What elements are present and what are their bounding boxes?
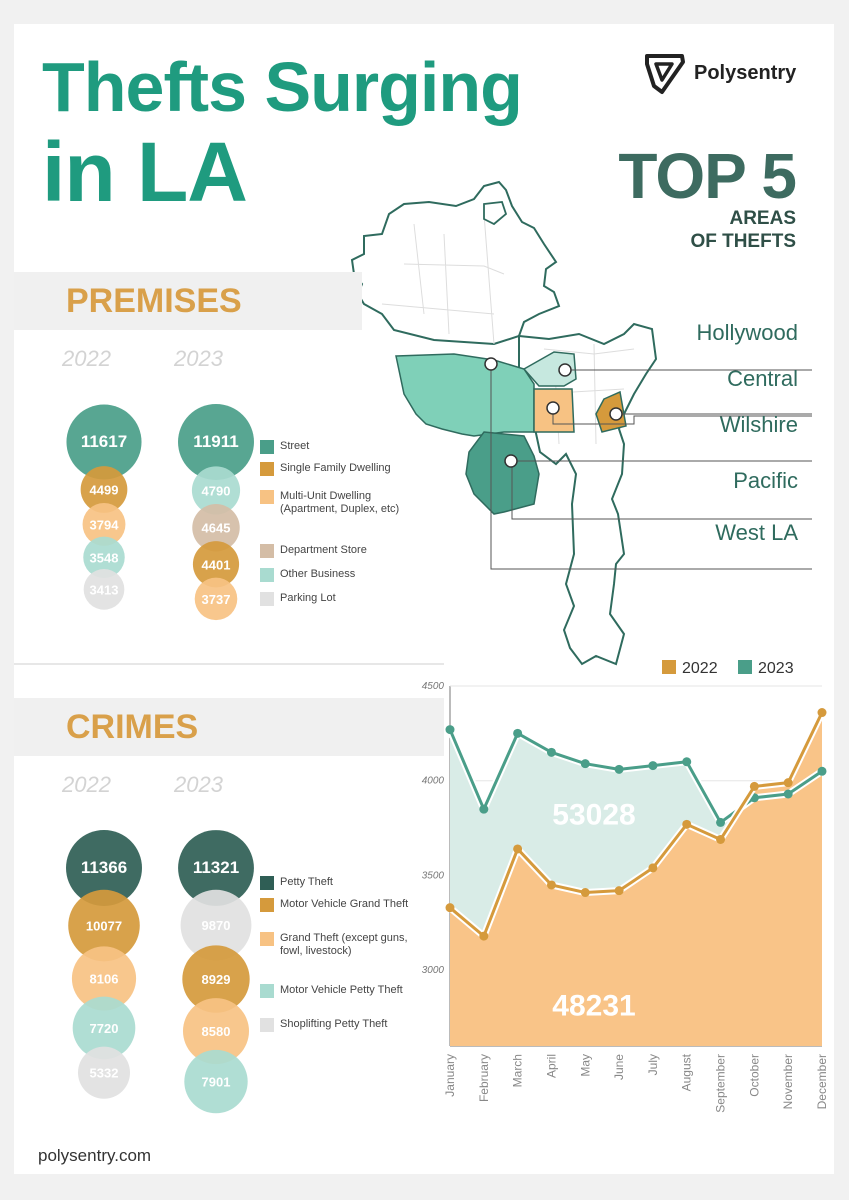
crimes-legend-label-1: Motor Vehicle Grand Theft [280,898,409,910]
point-2022-december [818,708,827,717]
crimes-legend-label-2: Grand Theft (except guns, fowl, livestock) [280,932,408,958]
chart-legend-2023-label: 2023 [758,660,794,677]
crimes-bubble-label-a-1: 10077 [85,918,123,934]
chart-legend-2022-label: 2022 [682,660,718,677]
point-2023-december [818,767,827,776]
premises-legend-swatch-5 [260,592,274,606]
premises-legend-label-3: Department Store [280,544,367,556]
premises-year-2022: 2022 [62,346,111,371]
area-label-wilshire: Wilshire [719,412,798,437]
x-tick-label-december: December [815,1054,829,1110]
crimes-legend-swatch-3 [260,984,274,998]
area-label-pacific: Pacific [733,468,798,493]
top5-title: TOP 5 [618,140,796,212]
footer-url[interactable]: polysentry.com [38,1146,152,1165]
total-label-2023: 53028 [552,798,636,832]
area-label-west-la: West LA [715,520,798,545]
y-tick-label-3: 4500 [421,681,444,692]
point-2022-may [581,888,590,897]
x-tick-label-april: April [544,1054,559,1079]
crimes-title: CRIMES [66,708,199,746]
area-chart [394,676,834,1146]
crimes-bubble-label-b-0: 11321 [192,858,240,877]
premises-legend-swatch-3 [260,544,274,558]
premises-legend-label-1: Single Family Dwelling [280,462,391,474]
premises-legend-label-0: Street [280,440,310,452]
premises-bubble-label-a-1: 4499 [89,482,119,498]
premises-bubble-label-a-2: 3794 [89,517,119,533]
premises-bubble-label-a-0: 11617 [80,432,128,451]
x-tick-label-june: June [612,1054,627,1081]
total-label-2022: 48231 [552,989,636,1023]
point-2023-june [615,765,624,774]
x-tick-label-october: October [747,1054,762,1097]
point-2022-september [716,835,725,844]
crimes-legend-label-4: Shoplifting Petty Theft [280,1018,388,1030]
x-tick-label-november: November [781,1054,796,1110]
premises-bubble-label-b-3: 4401 [201,557,231,573]
top5-sub-2: OF THEFTS [690,230,796,252]
crimes-year-2022: 2022 [62,772,111,797]
point-2022-october [750,782,759,791]
point-2022-july [648,863,657,872]
point-2023-august [682,757,691,766]
x-tick-label-july: July [645,1054,660,1076]
crimes-band [14,698,444,756]
premises-legend-label-2: Multi-Unit Dwelling (Apartment, Duplex, etc) [280,490,400,516]
point-2022-march [513,844,522,853]
y-tick-label-0: 3000 [421,965,444,977]
crimes-bubble-label-b-4: 7901 [201,1074,231,1090]
crimes-bubble-label-b-2: 8929 [201,972,231,988]
premises-legend-label-4: Other Business [280,568,356,580]
brand-name: Polysentry [694,62,797,84]
premises-title: PREMISES [66,282,242,320]
y-tick-label-1: 3500 [421,870,444,882]
premises-legend-swatch-2 [260,490,274,504]
map-north-outline [352,182,559,344]
point-2023-march [513,729,522,738]
infographic-card [14,24,834,1174]
area-label-hollywood: Hollywood [696,320,798,345]
x-tick-label-may: May [578,1054,593,1077]
top5-sub-1: AREAS [729,208,796,229]
crimes-legend-label-0: Petty Theft [280,876,333,888]
premises-bubble-label-b-2: 4645 [201,520,231,536]
x-tick-label-august: August [679,1054,694,1092]
point-2022-august [682,820,691,829]
x-tick-label-february: February [476,1054,491,1103]
point-2023-april [547,748,556,757]
point-2023-may [581,759,590,768]
premises-band [14,272,362,330]
point-2023-february [479,805,488,814]
crimes-legend-swatch-4 [260,1018,274,1032]
crimes-bubble-label-a-2: 8106 [89,971,119,987]
premises-bubble-label-b-1: 4790 [201,483,231,499]
x-tick-label-march: March [510,1054,525,1088]
premises-bubbles [34,394,254,634]
top5-heading [618,140,796,254]
crimes-bubble-label-a-3: 7720 [89,1020,119,1036]
premises-bubble-label-b-4: 3737 [201,591,231,607]
point-2022-january [446,903,455,912]
section-divider [14,662,444,666]
crimes-bubble-label-a-4: 5332 [89,1065,119,1081]
area-pacific [466,432,539,514]
point-2023-september [716,818,725,827]
x-tick-label-september: September [713,1054,728,1113]
crimes-bubble-label-b-1: 9870 [201,918,231,934]
point-2022-june [615,886,624,895]
point-2022-february [479,932,488,941]
legend-swatch-2022 [662,660,676,674]
point-2022-november [784,778,793,787]
point-2023-july [648,761,657,770]
premises-legend-swatch-0 [260,440,274,454]
brand [642,50,812,100]
premises-bubble-label-a-3: 3548 [89,550,119,566]
crimes-legend-label-3: Motor Vehicle Petty Theft [280,984,403,996]
title-line-1: Thefts Surging [42,48,522,126]
premises-legend-label-5: Parking Lot [280,592,336,604]
crimes-bubbles [34,820,254,1090]
point-2023-november [784,790,793,799]
crimes-legend-swatch-1 [260,898,274,912]
premises-bubble-label-b-0: 11911 [193,432,239,451]
point-2023-january [446,725,455,734]
y-tick-label-2: 4000 [421,775,444,787]
crimes-bubble-label-a-0: 11366 [80,858,128,877]
polysentry-logo-icon [642,50,688,98]
legend-swatch-2023 [738,660,752,674]
crimes-bubble-label-b-3: 8580 [201,1024,231,1040]
area-west-la [396,354,534,436]
area-label-central: Central [727,366,798,391]
premises-legend-swatch-1 [260,462,274,476]
crimes-legend-swatch-0 [260,876,274,890]
x-tick-label-january: January [443,1054,457,1097]
premises-bubble-label-a-4: 3413 [89,582,119,598]
premises-legend-swatch-4 [260,568,274,582]
title-line-2: in LA [42,125,247,219]
crimes-year-2023: 2023 [174,772,223,797]
crimes-legend-swatch-2 [260,932,274,946]
premises-year-2023: 2023 [174,346,223,371]
point-2022-april [547,880,556,889]
